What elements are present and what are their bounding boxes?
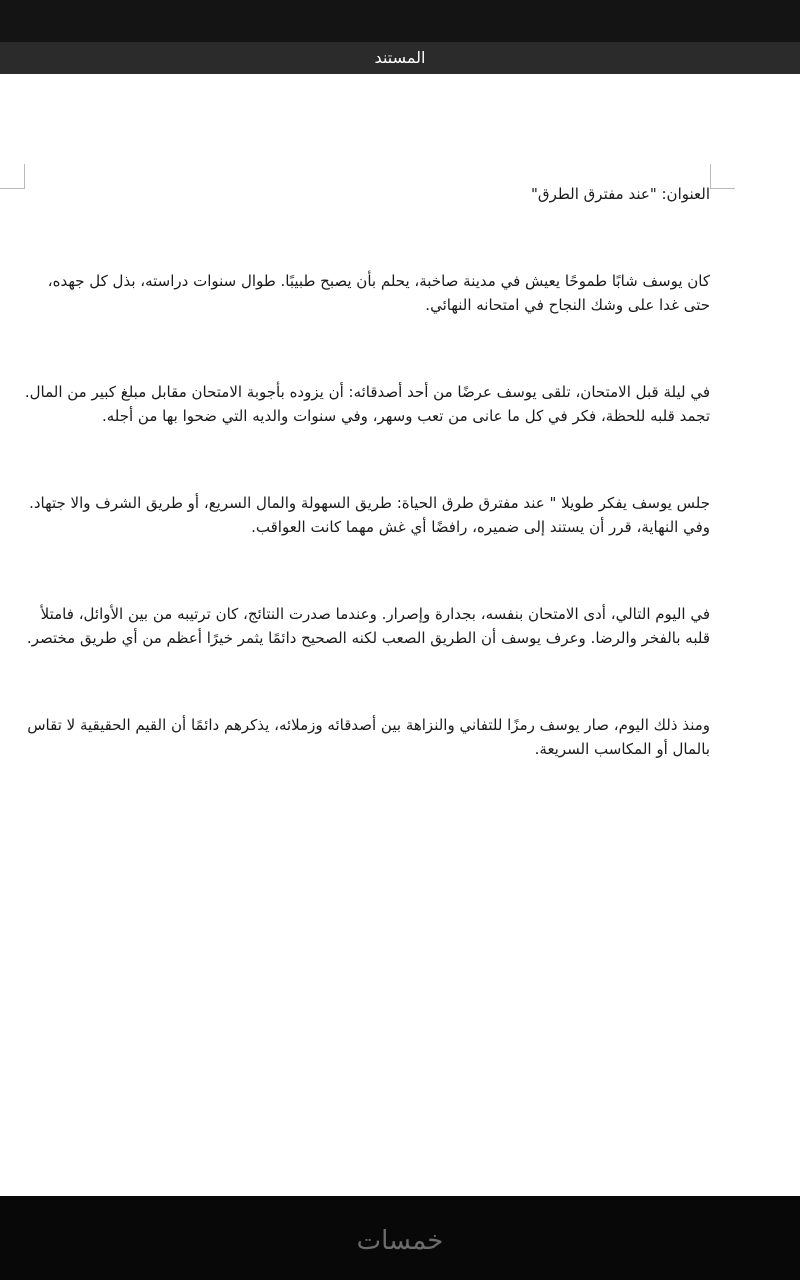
bottom-bar bbox=[0, 1196, 800, 1280]
document-title: العنوان: "عند مفترق الطرق" bbox=[531, 185, 710, 203]
paragraph: في ليلة قبل الامتحان، تلقى يوسف عرضًا من أحد أصدقائه: أن يزوده بأجوبة الامتحان مقابل مبلغ كبير من المال. تجمد قلبه للحظة، فكر في كل ما عانى من تعب وسهر، وفي سنوات والديه التي ضحوا بها من أجله. bbox=[24, 383, 710, 425]
watermark-logo: خمسات bbox=[356, 1226, 444, 1256]
status-bar bbox=[0, 0, 800, 42]
document-body bbox=[20, 182, 710, 824]
document-page[interactable] bbox=[0, 74, 800, 1196]
title-bar bbox=[0, 42, 800, 74]
paragraph: جلس يوسف يفكر طويلا " عند مفترق طرق الحياة: طريق السهولة والمال السريع، أو طريق الشرف والا جتهاد. وفي النهاية، قرر أن يستند إلى ضميره، رافضًا أي غش مهما كانت العواقب. bbox=[29, 494, 710, 536]
paragraph: كان يوسف شابًا طموحًا يعيش في مدينة صاخبة، يحلم بأن يصبح طبيبًا. طوال سنوات دراسته، بذل كل جهده، حتى غدا على وشك النجاح في امتحانه النهائي. bbox=[47, 272, 710, 314]
paragraph: في اليوم التالي، أدى الامتحان بنفسه، بجدارة وإصرار. وعندما صدرت النتائج، كان ترتيبه من بين الأوائل، فامتلأ قلبه بالفخر والرضا. وعرف يوسف أن الطريق الصعب لكنه الصحيح دائمًا يثمر خيرًا أعظم من أي طريق مختصر. bbox=[26, 605, 710, 647]
page-margin-corner-right bbox=[710, 164, 735, 189]
window-title: المستند bbox=[374, 48, 426, 67]
paragraph: ومنذ ذلك اليوم، صار يوسف رمزًا للتفاني والنزاهة بين أصدقائه وزملائه، يذكرهم دائمًا أن القيم الحقيقية لا تقاس بالمال أو المكاسب السريعة. bbox=[27, 716, 710, 758]
